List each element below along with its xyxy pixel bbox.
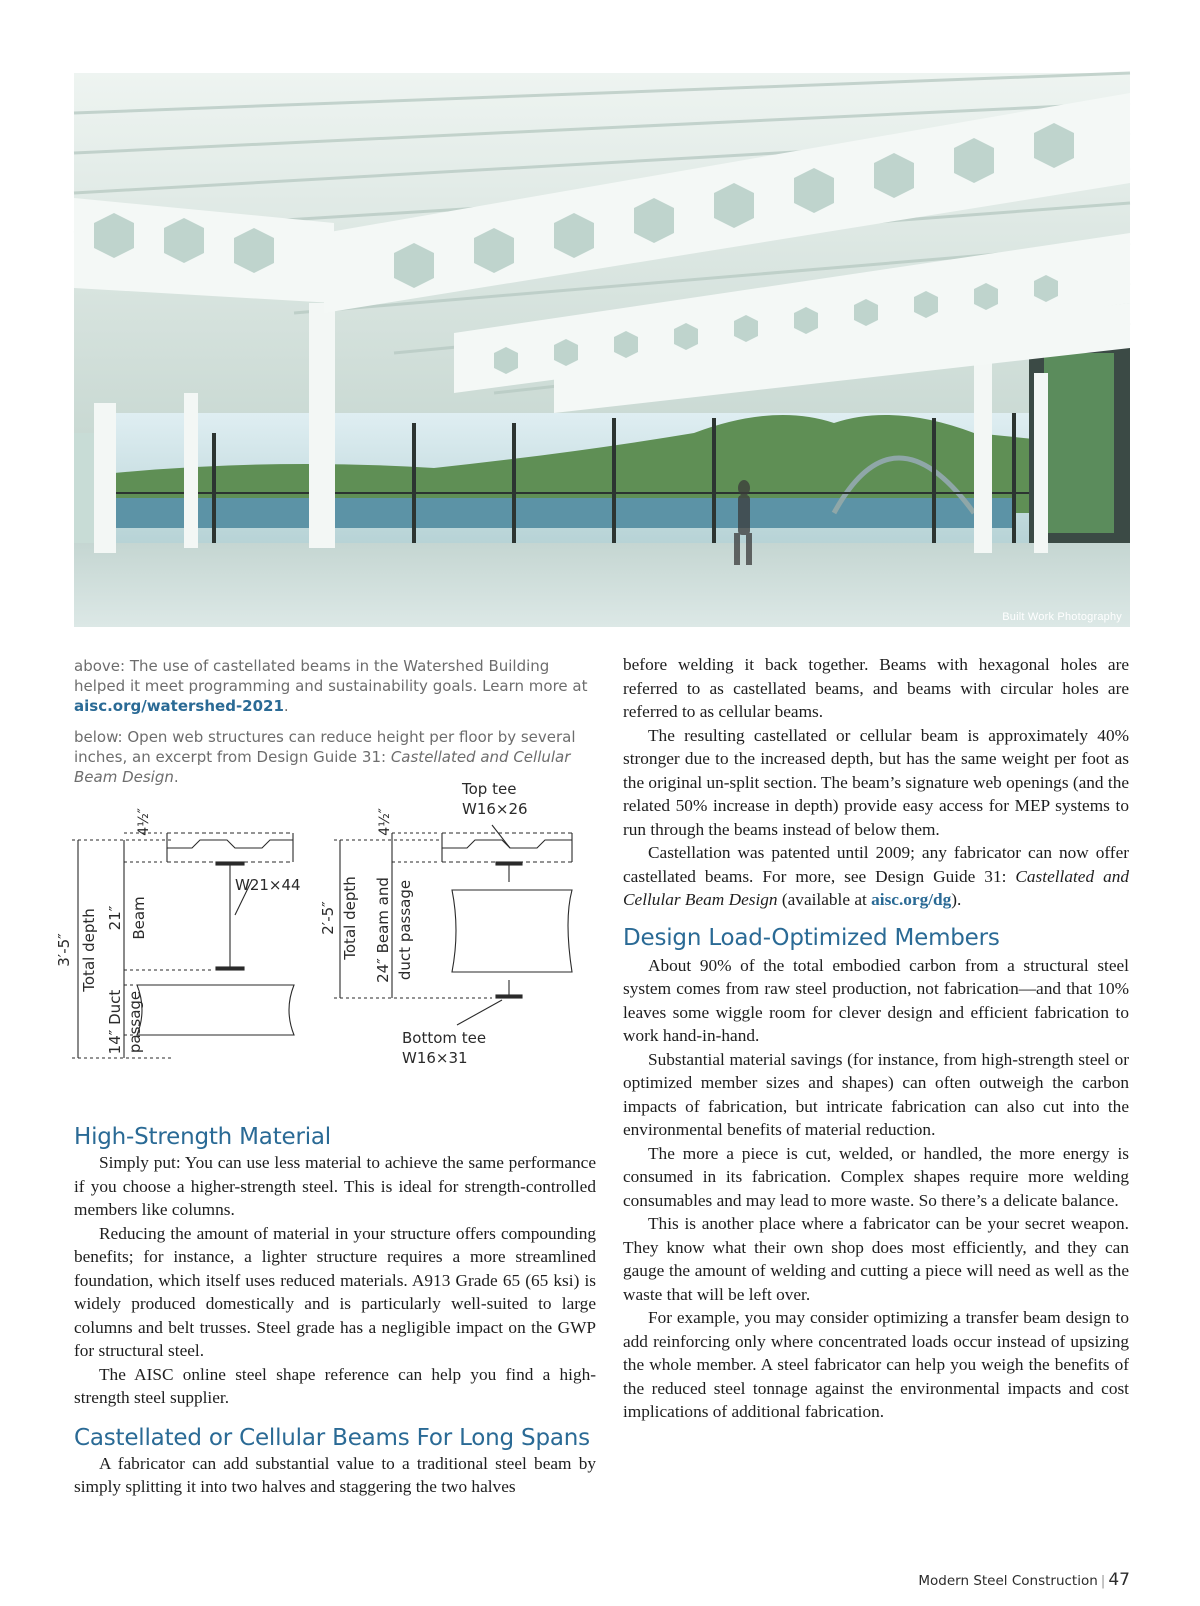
caption-below-text: below: Open web structures can reduce height per floor by several inches, an excerpt from Design Guide 31: xyxy=(74,728,576,766)
photo-credit: Built Work Photography xyxy=(1002,611,1122,623)
left-overall-dim: 3′-5″ xyxy=(55,933,73,967)
photo-illustration xyxy=(74,73,1130,627)
right-overall-dim: 2′-5″ xyxy=(319,901,337,935)
paragraph: The AISC online steel shape reference can help you find a high-strength steel supplier. xyxy=(74,1364,596,1407)
left-slab-dim: 4½″ xyxy=(136,808,152,836)
paragraph: A fabricator can add substantial value to a traditional steel beam by simply splitting it into two halves and staggering the two halves xyxy=(74,1453,596,1496)
paragraph-text: ). xyxy=(951,890,962,909)
paragraph: For example, you may consider optimizing a transfer beam design to add reinforcing only where concentrated loads occur instead of upsizing the whole member. A steel fabricator can help you weigh the benefits of the reduced steel tonnage against the environmental impacts and cost implications of additional fabrication. xyxy=(623,1308,1129,1421)
page-footer xyxy=(918,1570,1130,1590)
paragraph-text: Castellation was patented until 2009; any fabricator can now offer castellated beams. For more, see Design Guide 31: xyxy=(623,843,1129,886)
magazine-name: Modern Steel Construction xyxy=(918,1573,1098,1589)
heading-high-strength: High-Strength Material xyxy=(74,1124,332,1150)
paragraph: Reducing the amount of material in your structure offers compounding benefits; for instance, a lighter structure requires a more streamlined foundation, which itself uses reduced materials. A913 Grade 65 (65 ksi) is widely produced domestically and is particularly well-suited to large columns and belt trusses. Steel grade has a negligible impact on the GWP for structural steel. xyxy=(74,1223,596,1360)
caption-below-italic: Castellated and Cellular Beam Design xyxy=(74,748,571,786)
beam-depth-diagram xyxy=(52,780,612,1100)
left-duct-label: passage xyxy=(126,990,144,1054)
design-guide-link[interactable]: aisc.org/dg xyxy=(871,890,952,909)
paragraph-text: (available at xyxy=(777,890,872,909)
caption-above-text: above: The use of castellated beams in the Watershed Building helped it meet programming and sustainability goals. Learn more at xyxy=(74,657,588,695)
footer-separator: | xyxy=(1100,1573,1106,1589)
caption-below-end: . xyxy=(173,768,179,786)
left-column xyxy=(74,1123,596,1499)
left-duct-dim: 14″ Duct xyxy=(106,989,124,1055)
caption-below xyxy=(74,727,594,787)
right-slab-dim: 4½″ xyxy=(377,808,393,836)
watershed-link[interactable]: aisc.org/watershed-2021 xyxy=(74,697,284,715)
left-beam-label: Beam xyxy=(130,896,148,940)
heading-design-load: Design Load-Optimized Members xyxy=(623,924,1000,951)
paragraph xyxy=(623,841,1129,912)
right-bottom-tee-section: W16×31 xyxy=(402,1049,468,1067)
watershed-building-photo xyxy=(74,73,1130,627)
paragraph: The more a piece is cut, welded, or handled, the more energy is consumed in its fabrication. Complex shapes require more welding consumables and may lead to more waste. So there’s a delicate balance. xyxy=(623,1143,1129,1210)
caption-above-end: . xyxy=(283,697,289,715)
right-top-tee-section: W16×26 xyxy=(462,800,528,818)
caption-above xyxy=(74,656,594,716)
paragraph: Simply put: You can use less material to achieve the same performance if you choose a higher-strength steel. This is ideal for strength-controlled members like columns. xyxy=(74,1153,596,1219)
left-total-depth: Total depth xyxy=(80,908,98,992)
paragraph: About 90% of the total embodied carbon from a structural steel system comes from raw steel production, not fabrication—and that 10% leaves some wiggle room for clever design and efficient fabrication to work hand-in-hand. xyxy=(623,955,1129,1045)
left-beam-dim: 21″ xyxy=(106,905,124,931)
heading-castellated: Castellated or Cellular Beams For Long Spans xyxy=(74,1424,590,1451)
right-total-depth: Total depth xyxy=(341,876,359,960)
page-number: 47 xyxy=(1108,1570,1130,1590)
design-guide-title: Castellated and Cellular Beam Design xyxy=(623,866,1129,909)
paragraph: This is another place where a fabricator can be your secret weapon. They know what their own shop does most efficiently, and they can gauge the amount of welding and cutting a piece will need as well as the waste that will be left over. xyxy=(623,1214,1129,1304)
right-column xyxy=(623,653,1129,1424)
right-beam-label: duct passage xyxy=(396,879,414,981)
paragraph: before welding it back together. Beams with hexagonal holes are referred to as castellated beams, and beams with circular holes are referred to as cellular beams. xyxy=(623,655,1129,721)
paragraph: Substantial material savings (for instance, from high-strength steel or optimized member sizes and shapes) can often outweigh the carbon impacts of fabrication, but intricate fabrication can also cut into the environmental benefits of material reduction. xyxy=(623,1049,1129,1139)
right-beam-dim: 24″ Beam and xyxy=(374,877,392,983)
paragraph: The resulting castellated or cellular beam is approximately 40% stronger due to the increased depth, but has the same weight per foot as the original un-split section. The beam’s signature web openings (and the related 50% increase in depth) provide easy access for MEP systems to run through the beams instead of below them. xyxy=(623,725,1129,839)
left-section-label: W21×44 xyxy=(235,876,301,894)
right-bottom-tee-label: Bottom tee xyxy=(402,1029,487,1047)
right-top-tee-label: Top tee xyxy=(462,780,517,798)
